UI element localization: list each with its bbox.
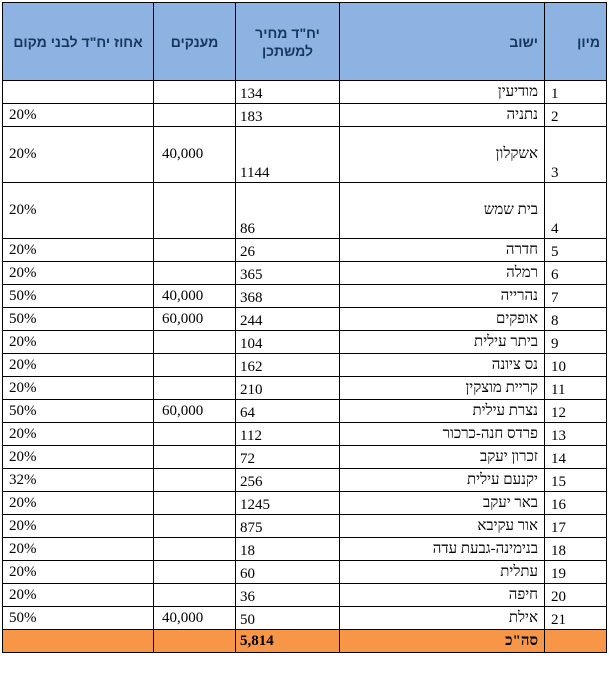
rank-cell: 16 [545, 492, 607, 515]
town-cell: יקנעם עילית [340, 469, 545, 492]
rank-cell: 15 [545, 469, 607, 492]
price-cell: 875 [236, 515, 340, 538]
locals-pct-cell: 20% [3, 492, 154, 515]
table-row [3, 469, 607, 492]
table-row [3, 127, 607, 183]
locals-pct-cell: 20% [3, 446, 154, 469]
price-cell: 18 [236, 538, 340, 561]
locals-pct-cell: 20% [3, 127, 154, 183]
price-cell: 1144 [236, 127, 340, 183]
table-row [3, 538, 607, 561]
table-row [3, 104, 607, 127]
grants-cell: 40,000 [154, 285, 236, 308]
grants-cell: 40,000 [154, 607, 236, 630]
total-pct-cell [3, 630, 154, 653]
locals-pct-cell: 20% [3, 538, 154, 561]
table-row [3, 607, 607, 630]
table-row [3, 308, 607, 331]
header-price: יח"ד מחיר למשתכן [236, 3, 340, 81]
town-cell: נהרייה [340, 285, 545, 308]
town-cell: מודיעין [340, 81, 545, 104]
table-row [3, 183, 607, 239]
town-cell: אשקלון [340, 127, 545, 183]
header-row [3, 3, 607, 81]
locals-pct-cell: 20% [3, 515, 154, 538]
table-row [3, 331, 607, 354]
rank-cell: 8 [545, 308, 607, 331]
price-cell: 162 [236, 354, 340, 377]
town-cell: פרדס חנה-כרכור [340, 423, 545, 446]
locals-pct-cell: 20% [3, 354, 154, 377]
total-label: סה"כ [340, 630, 545, 653]
price-cell: 26 [236, 239, 340, 262]
town-cell: בית שמש [340, 183, 545, 239]
rank-cell: 13 [545, 423, 607, 446]
table-row [3, 239, 607, 262]
total-price: 5,814 [236, 630, 340, 653]
price-cell: 368 [236, 285, 340, 308]
grants-cell [154, 331, 236, 354]
locals-pct-cell: 20% [3, 183, 154, 239]
locals-pct-cell: 20% [3, 423, 154, 446]
table-row [3, 515, 607, 538]
grants-cell: 60,000 [154, 308, 236, 331]
locals-pct-cell: 20% [3, 584, 154, 607]
grants-cell [154, 584, 236, 607]
grants-cell [154, 104, 236, 127]
town-cell: אילת [340, 607, 545, 630]
grants-cell [154, 239, 236, 262]
table-row [3, 354, 607, 377]
price-cell: 256 [236, 469, 340, 492]
price-cell: 36 [236, 584, 340, 607]
town-cell: רמלה [340, 262, 545, 285]
locals-pct-cell: 20% [3, 561, 154, 584]
price-cell: 365 [236, 262, 340, 285]
town-cell: באר יעקב [340, 492, 545, 515]
grants-cell [154, 354, 236, 377]
price-cell: 50 [236, 607, 340, 630]
locals-pct-cell [3, 81, 154, 104]
price-cell: 60 [236, 561, 340, 584]
table-row [3, 81, 607, 104]
town-cell: נצרת עילית [340, 400, 545, 423]
rank-cell: 11 [545, 377, 607, 400]
header-locals-pct: אחוז יח"ד לבני מקום [3, 3, 154, 81]
price-cell: 86 [236, 183, 340, 239]
locals-pct-cell: 20% [3, 239, 154, 262]
total-rank-cell [545, 630, 607, 653]
rank-cell: 17 [545, 515, 607, 538]
grants-cell: 60,000 [154, 400, 236, 423]
rank-cell: 14 [545, 446, 607, 469]
locals-pct-cell: 50% [3, 285, 154, 308]
price-cell: 72 [236, 446, 340, 469]
rank-cell: 4 [545, 183, 607, 239]
rank-cell: 6 [545, 262, 607, 285]
locals-pct-cell: 50% [3, 400, 154, 423]
locals-pct-cell: 20% [3, 377, 154, 400]
rank-cell: 20 [545, 584, 607, 607]
rank-cell: 5 [545, 239, 607, 262]
town-cell: ביתר עילית [340, 331, 545, 354]
grants-cell [154, 469, 236, 492]
rank-cell: 10 [545, 354, 607, 377]
header-rank: מיון [545, 3, 607, 81]
town-cell: קריית מוצקין [340, 377, 545, 400]
table-row [3, 492, 607, 515]
grants-cell [154, 262, 236, 285]
table-row [3, 446, 607, 469]
grants-cell [154, 538, 236, 561]
grants-cell [154, 183, 236, 239]
header-grants: מענקים [154, 3, 236, 81]
rank-cell: 21 [545, 607, 607, 630]
grants-cell [154, 81, 236, 104]
price-cell: 104 [236, 331, 340, 354]
grants-cell [154, 515, 236, 538]
grants-cell: 40,000 [154, 127, 236, 183]
rank-cell: 9 [545, 331, 607, 354]
table-row [3, 423, 607, 446]
town-cell: זכרון יעקב [340, 446, 545, 469]
locals-pct-cell: 20% [3, 104, 154, 127]
total-row [3, 630, 607, 653]
table-row [3, 377, 607, 400]
town-cell: עתלית [340, 561, 545, 584]
price-cell: 134 [236, 81, 340, 104]
rank-cell: 18 [545, 538, 607, 561]
locals-pct-cell: 50% [3, 607, 154, 630]
town-cell: בנימינה-גבעת עדה [340, 538, 545, 561]
town-cell: חדרה [340, 239, 545, 262]
town-cell: נס ציונה [340, 354, 545, 377]
town-cell: אופקים [340, 308, 545, 331]
price-cell: 210 [236, 377, 340, 400]
rank-cell: 2 [545, 104, 607, 127]
price-cell: 64 [236, 400, 340, 423]
table-row [3, 561, 607, 584]
grants-cell [154, 377, 236, 400]
price-cell: 183 [236, 104, 340, 127]
grants-cell [154, 446, 236, 469]
rank-cell: 7 [545, 285, 607, 308]
total-grants-cell [154, 630, 236, 653]
table-row [3, 584, 607, 607]
town-cell: נתניה [340, 104, 545, 127]
price-cell: 244 [236, 308, 340, 331]
price-cell: 1245 [236, 492, 340, 515]
town-cell: חיפה [340, 584, 545, 607]
rank-cell: 12 [545, 400, 607, 423]
town-cell: אור עקיבא [340, 515, 545, 538]
table-row [3, 262, 607, 285]
price-cell: 112 [236, 423, 340, 446]
locals-pct-cell: 20% [3, 262, 154, 285]
table-row [3, 285, 607, 308]
table-body [3, 81, 607, 630]
grants-cell [154, 561, 236, 584]
housing-table [2, 2, 607, 653]
locals-pct-cell: 20% [3, 331, 154, 354]
locals-pct-cell: 32% [3, 469, 154, 492]
grants-cell [154, 423, 236, 446]
header-town: ישוב [340, 3, 545, 81]
rank-cell: 3 [545, 127, 607, 183]
table-row [3, 400, 607, 423]
locals-pct-cell: 50% [3, 308, 154, 331]
rank-cell: 19 [545, 561, 607, 584]
grants-cell [154, 492, 236, 515]
rank-cell: 1 [545, 81, 607, 104]
